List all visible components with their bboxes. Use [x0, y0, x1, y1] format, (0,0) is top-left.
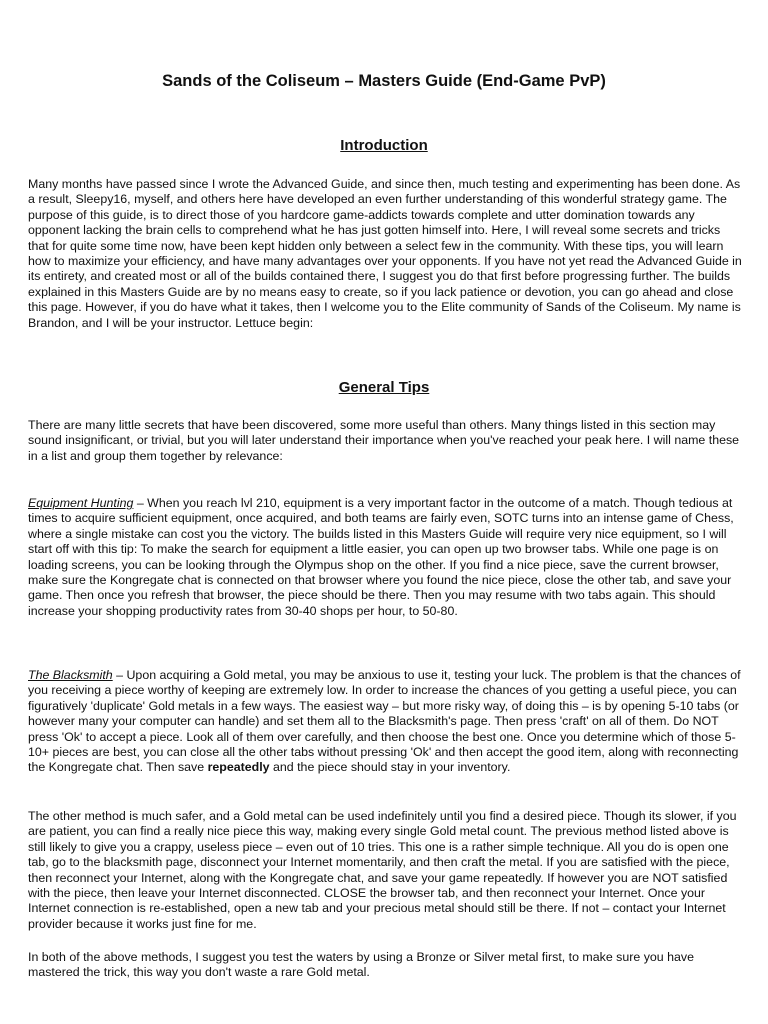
- document-title: Sands of the Coliseum – Masters Guide (End-Game PvP): [162, 72, 606, 90]
- equipment-hunting-text: – When you reach lvl 210, equipment is a very important factor in the outcome of a match. Though tedious at times to acquire sufficient equipment, once acquired, and both teams are fairly even, SOTC turns into an intense game of Chess, where a single mistake can cost you the victory. The builds listed in this Masters Guide will require very nice equipment, so I will start off with this tip: To make the search for equipment a little easier, you can open up two browser tabs. While one page is on loading screens, you can be looking through the Olympus shop on the other. If you find a nice piece, save the current browser, make sure the Kongregate chat is connected on that browser where you found the nice piece, close the other tab, and save your game. Then once you refresh that browser, the piece should be there. Then you may resume with two tabs again. This should increase your shopping productivity rates from 30-40 shops per hour, to 50-80.: [28, 496, 734, 618]
- other-method-paragraph: The other method is much safer, and a Gold metal can be used indefinitely until you find a desired piece. Though its slower, if you are patient, you can find a really nice piece this way, making every single Gold metal count. The previous method listed above is still likely to give you a crappy, useless piece – even out of 10 tries. This one is a rather simple technique. All you do is open one tab, go to the blacksmith page, disconnect your Internet momentarily, and then craft the metal. If you are satisfied with the piece, then reconnect your Internet, along with the Kongregate chat, and save your game repeatedly. If however you are NOT satisfied with the piece, then leave your Internet disconnected. CLOSE the browser tab, and then reconnect your Internet. Once your Internet connection is re-established, open a new tab and your precious metal should still be there. If not – contact your Internet provider because it works just fine for me.: [28, 809, 737, 931]
- blacksmith-lead: The Blacksmith: [28, 668, 113, 682]
- intro-paragraph: Many months have passed since I wrote the Advanced Guide, and since then, much testing and experimenting has been done. As a result, Sleepy16, myself, and others here have developed an even further understanding of this wonderful strategy game. The purpose of this guide, is to direct those of you hardcore game-addicts towards complete and utter domination towards any opponent lacking the brain cells to comprehend what he has just gotten himself into. Here, I will reveal some secrets and tricks that for quite some time now, have been kept hidden only between a select few in the community. With these tips, you will learn how to maximize your efficiency, and have many advantages over your opponents. If you have not yet read the Advanced Guide in its entirety, and created most or all of the builds contained there, I suggest you do that first before progressing further. The builds explained in this Masters Guide are by no means easy to create, so if you lack patience or devotion, you can go ahead and close this page. However, if you do have what it takes, then I welcome you to the Elite community of Sands of the Coliseum. My name is Brandon, and I will be your instructor. Lettuce begin:: [28, 177, 742, 330]
- blacksmith-tail: and the piece should stay in your inventory.: [269, 760, 511, 775]
- section-heading-introduction: Introduction: [340, 137, 428, 154]
- equipment-hunting-paragraph: [28, 496, 742, 619]
- equipment-hunting-lead: Equipment Hunting: [28, 496, 134, 510]
- both-methods-paragraph: In both of the above methods, I suggest you test the waters by using a Bronze or Silver metal first, to make sure you have mastered the trick, this way you don't waste a rare Gold metal.: [28, 950, 695, 980]
- section-heading-general-tips: General Tips: [338, 379, 430, 396]
- blacksmith-paragraph: [28, 668, 742, 776]
- blacksmith-text: – Upon acquiring a Gold metal, you may be anxious to use it, testing your luck. The problem is that the chances of you receiving a piece worthy of keeping are extremely low. In order to increase the chances of you getting a useful piece, you can figuratively 'duplicate' Gold metals in a few ways. The easiest way – but more risky way, of doing this – is by opening 5-10 tabs (or however many your computer can handle) and set them all to the Blacksmith's page. Then press 'craft' on all of them. Do NOT press 'Ok' to accept a piece. Look all of them over carefully, and then choose the best one. Once you determine which of those 5-10+ pieces are best, you can close all the other tabs without pressing 'Ok' and then accept the good item, along with reconnecting the Kongregate chat. Then save: [28, 668, 741, 775]
- general-tips-paragraph: There are many little secrets that have been discovered, some more useful than others. Many things listed in this section may sound insignificant, or trivial, but you will later understand their importance when you've reached your peak here. I will name these in a list and group them together by relevance:: [28, 418, 740, 463]
- blacksmith-emphasis: repeatedly: [207, 760, 270, 775]
